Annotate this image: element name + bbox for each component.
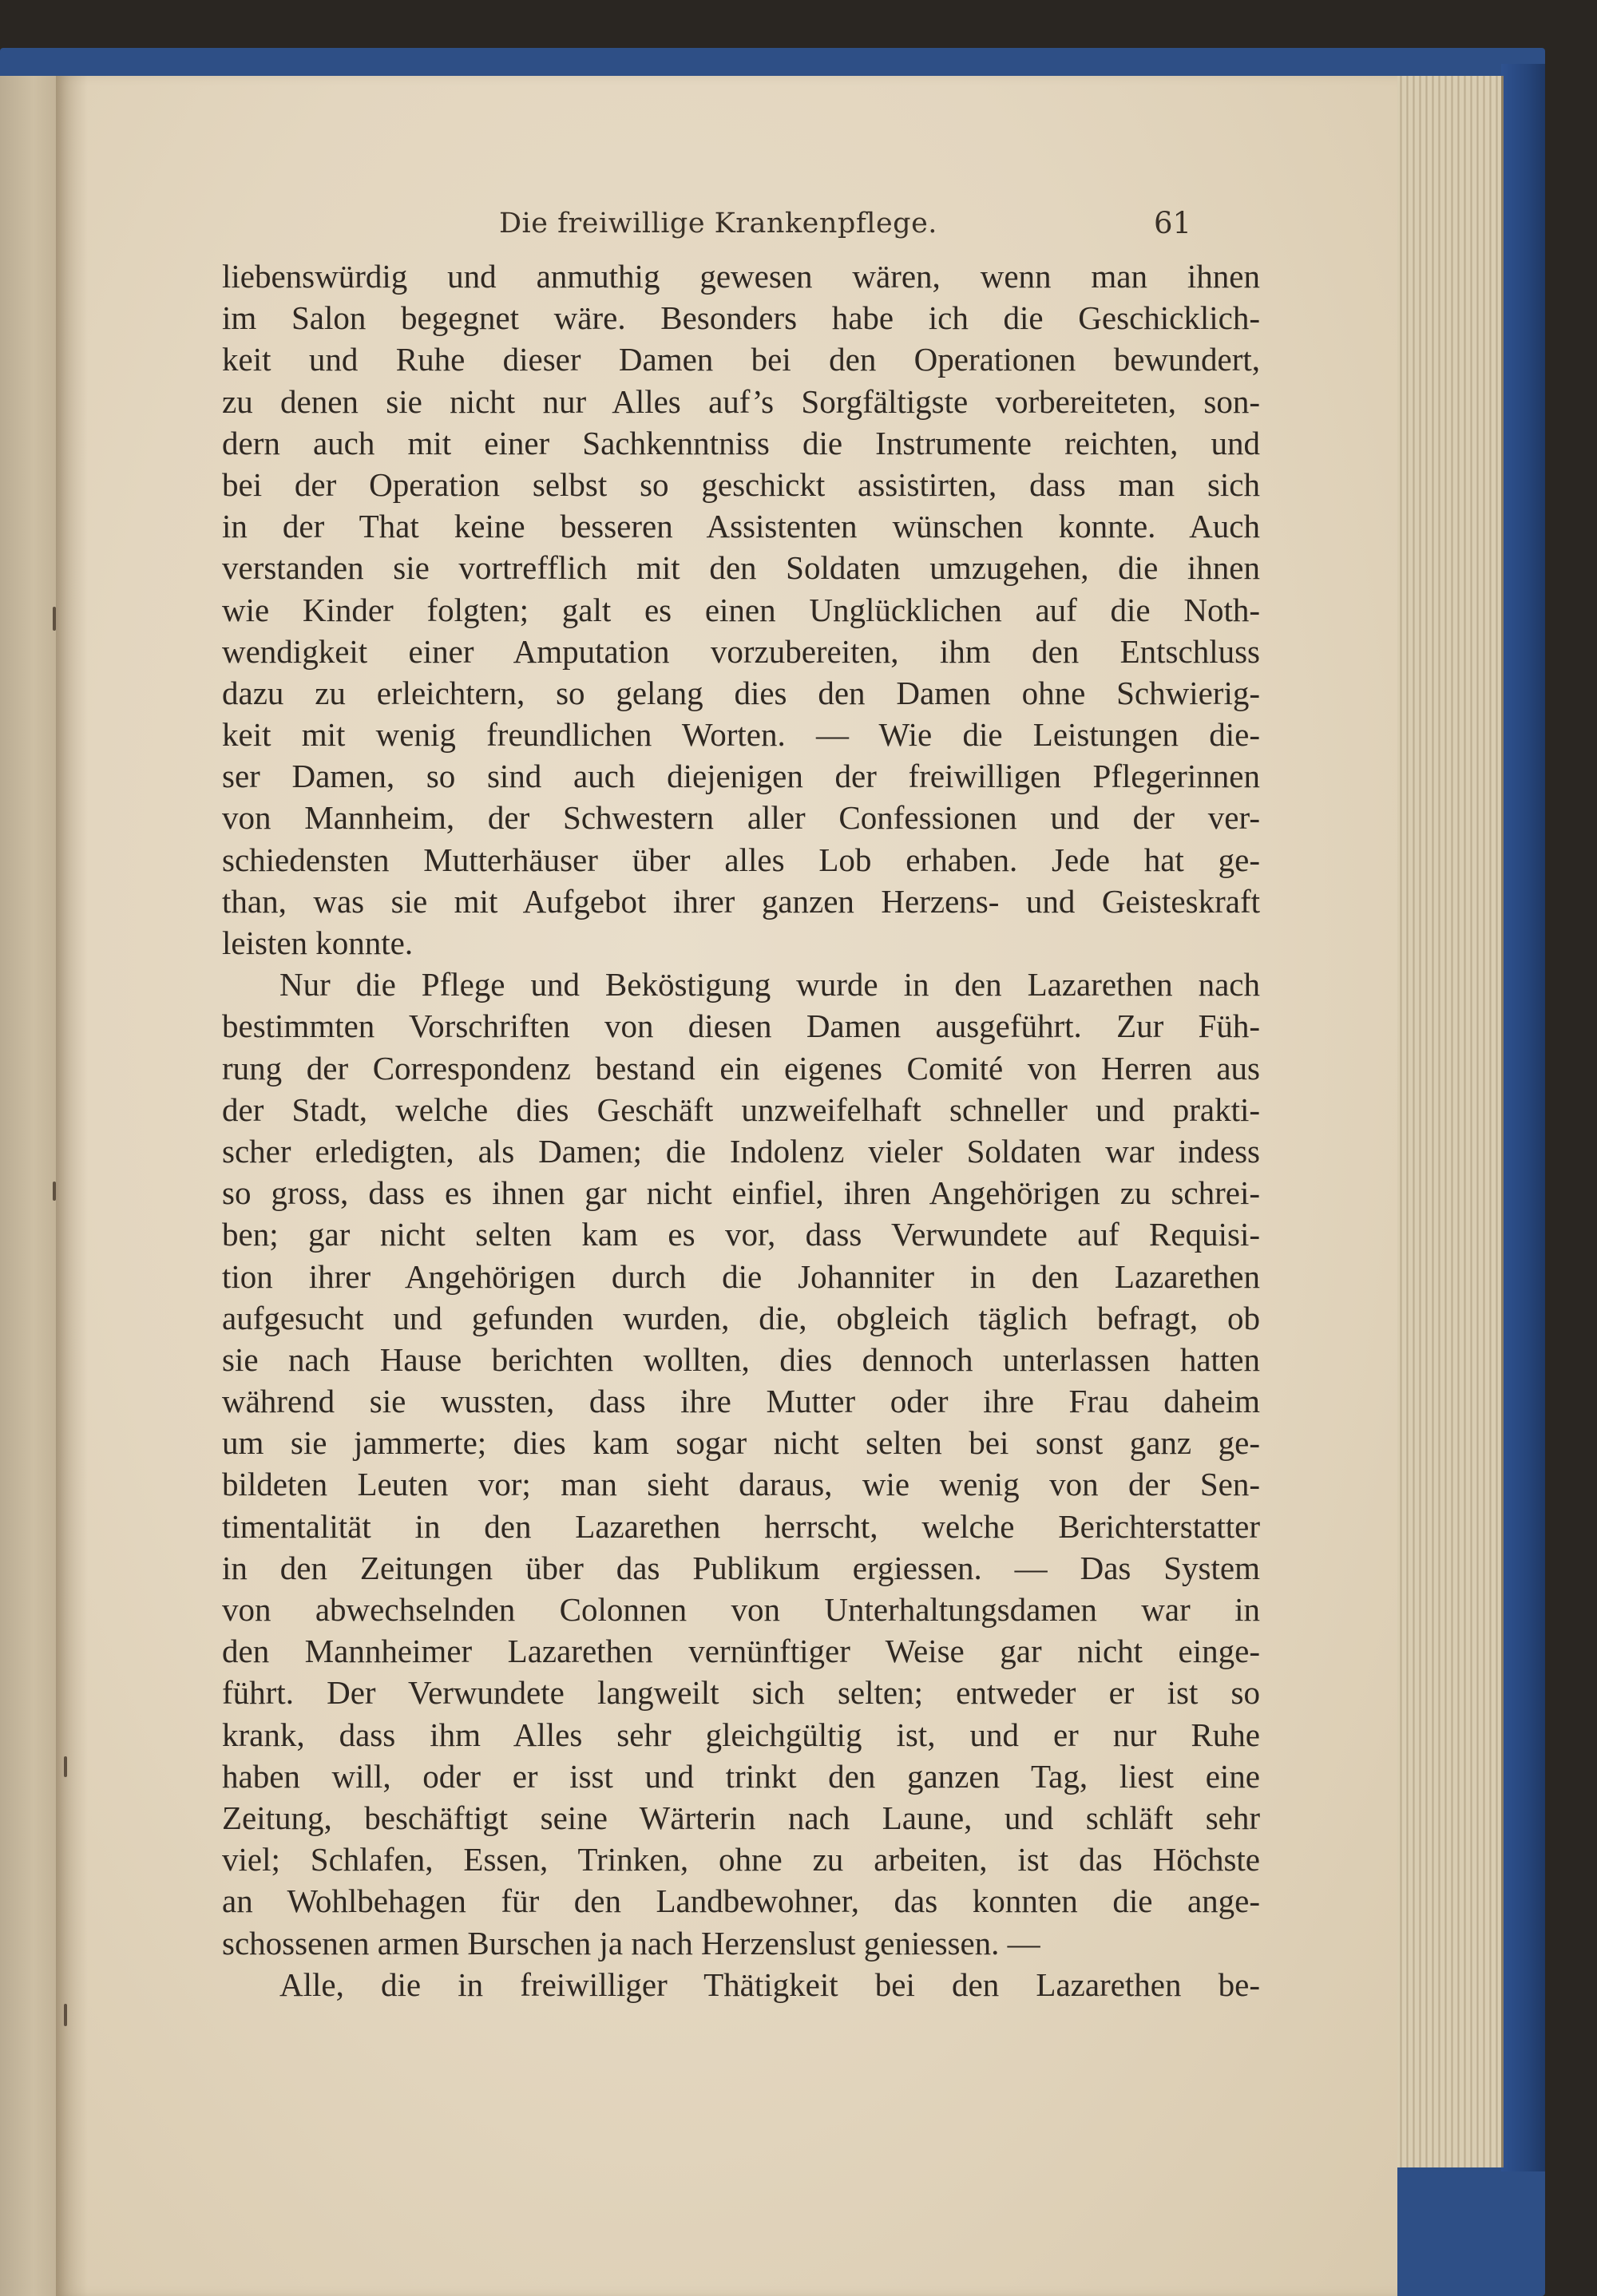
text-line: um sie jammerte; dies kam sogar nicht selten bei sonst ganz ge- xyxy=(222,1424,1260,1462)
text-line: aufgesucht und gefunden wurden, die, obgleich täglich befragt, ob xyxy=(222,1299,1260,1336)
text-line: Alle, die in freiwilliger Thätigkeit bei den Lazarethen be- xyxy=(279,1965,1260,2003)
margin-mark xyxy=(53,1182,56,1201)
page-gutter-shadow xyxy=(56,76,88,2296)
text-line: wie Kinder folgten; galt es einen Unglücklichen auf die Noth- xyxy=(222,591,1260,628)
text-line: keit und Ruhe dieser Damen bei den Operationen bewundert, xyxy=(222,341,1260,378)
text-line: than, was sie mit Aufgebot ihrer ganzen Herzens- und Geisteskraft xyxy=(222,882,1260,920)
text-line: der Stadt, welche dies Geschäft unzweifelhaft schneller und prakti- xyxy=(222,1091,1260,1128)
text-line: bei der Operation selbst so geschickt assistirten, dass man sich xyxy=(222,465,1260,503)
text-line: Nur die Pflege und Beköstigung wurde in den Lazarethen nach xyxy=(279,966,1260,1004)
text-line: scher erledigten, als Damen; die Indolenz vieler Soldaten war indess xyxy=(222,1132,1260,1170)
text-line: schossenen armen Burschen ja nach Herzenslust geniessen. — xyxy=(222,1924,1040,1961)
text-line: sie nach Hause berichten wollten, dies dennoch unterlassen hatten xyxy=(222,1340,1260,1378)
text-line: im Salon begegnet wäre. Besonders habe ich die Geschicklich- xyxy=(222,299,1260,337)
text-line: in den Zeitungen über das Publikum ergiessen. — Das System xyxy=(222,1549,1260,1586)
text-line: ben; gar nicht selten kam es vor, dass Verwundete auf Requisi- xyxy=(222,1216,1260,1253)
page-block-edges xyxy=(1389,76,1504,2167)
text-line: von abwechselnden Colonnen von Unterhaltungsdamen war in xyxy=(222,1591,1260,1628)
text-line: bestimmten Vorschriften von diesen Damen ausgeführt. Zur Füh- xyxy=(222,1007,1260,1045)
text-line: rung der Correspondenz bestand ein eigenes Comité von Herren aus xyxy=(222,1049,1260,1087)
text-line: leisten konnte. xyxy=(222,924,414,961)
text-line: in der That keine besseren Assistenten wünschen konnte. Auch xyxy=(222,508,1260,545)
text-line: verstanden sie vortrefflich mit den Soldaten umzugehen, die ihnen xyxy=(222,549,1260,587)
text-line: ser Damen, so sind auch diejenigen der freiwilligen Pflegerinnen xyxy=(222,758,1260,795)
body-text xyxy=(222,255,1260,2005)
text-line: Zeitung, beschäftigt seine Wärterin nach Laune, und schläft sehr xyxy=(222,1799,1260,1836)
text-line: schiedensten Mutterhäuser über alles Lob erhaben. Jede hat ge- xyxy=(222,841,1260,878)
text-line: viel; Schlafen, Essen, Trinken, ohne zu arbeiten, ist das Höchste xyxy=(222,1841,1260,1878)
margin-mark xyxy=(64,2004,67,2026)
text-line: so gross, dass es ihnen gar nicht einfiel, ihren Angehörigen zu schrei- xyxy=(222,1174,1260,1212)
text-line: an Wohlbehagen für den Landbewohner, das konnten die ange- xyxy=(222,1882,1260,1920)
text-line: wendigkeit einer Amputation vorzubereiten, ihm den Entschluss xyxy=(222,632,1260,670)
text-line: keit mit wenig freundlichen Worten. — Wie die Leistungen die- xyxy=(222,716,1260,754)
text-line: während sie wussten, dass ihre Mutter oder ihre Frau daheim xyxy=(222,1383,1260,1420)
page-number: 61 xyxy=(1154,206,1192,240)
text-line: krank, dass ihm Alles sehr gleichgültig ist, und er nur Ruhe xyxy=(222,1716,1260,1753)
text-line: den Mannheimer Lazarethen vernünftiger Weise gar nicht einge- xyxy=(222,1633,1260,1670)
margin-mark xyxy=(53,607,56,631)
text-line: timentalität in den Lazarethen herrscht, welche Berichterstatter xyxy=(222,1507,1260,1545)
text-line: dazu zu erleichtern, so gelang dies den Damen ohne Schwierig- xyxy=(222,674,1260,711)
book-cover-edge xyxy=(1501,64,1545,2171)
text-line: haben will, oder er isst und trinkt den ganzen Tag, liest eine xyxy=(222,1757,1260,1795)
book-page xyxy=(56,76,1397,2296)
text-line: zu denen sie nicht nur Alles auf’s Sorgfältigste vorbereiteten, son- xyxy=(222,382,1260,420)
text-line: von Mannheim, der Schwestern aller Confessionen und der ver- xyxy=(222,799,1260,837)
text-line: tion ihrer Angehörigen durch die Johanniter in den Lazarethen xyxy=(222,1257,1260,1295)
text-line: führt. Der Verwundete langweilt sich selten; entweder er ist so xyxy=(222,1674,1260,1712)
margin-mark xyxy=(64,1756,67,1777)
text-line: bildeten Leuten vor; man sieht daraus, wie wenig von der Sen- xyxy=(222,1466,1260,1503)
text-line: liebenswürdig und anmuthig gewesen wären, wenn man ihnen xyxy=(222,258,1260,295)
previous-page-edge xyxy=(0,76,56,2296)
running-header-title: Die freiwillige Krankenpflege. xyxy=(499,208,937,239)
text-line: dern auch mit einer Sachkenntniss die Instrumente reichten, und xyxy=(222,424,1260,461)
